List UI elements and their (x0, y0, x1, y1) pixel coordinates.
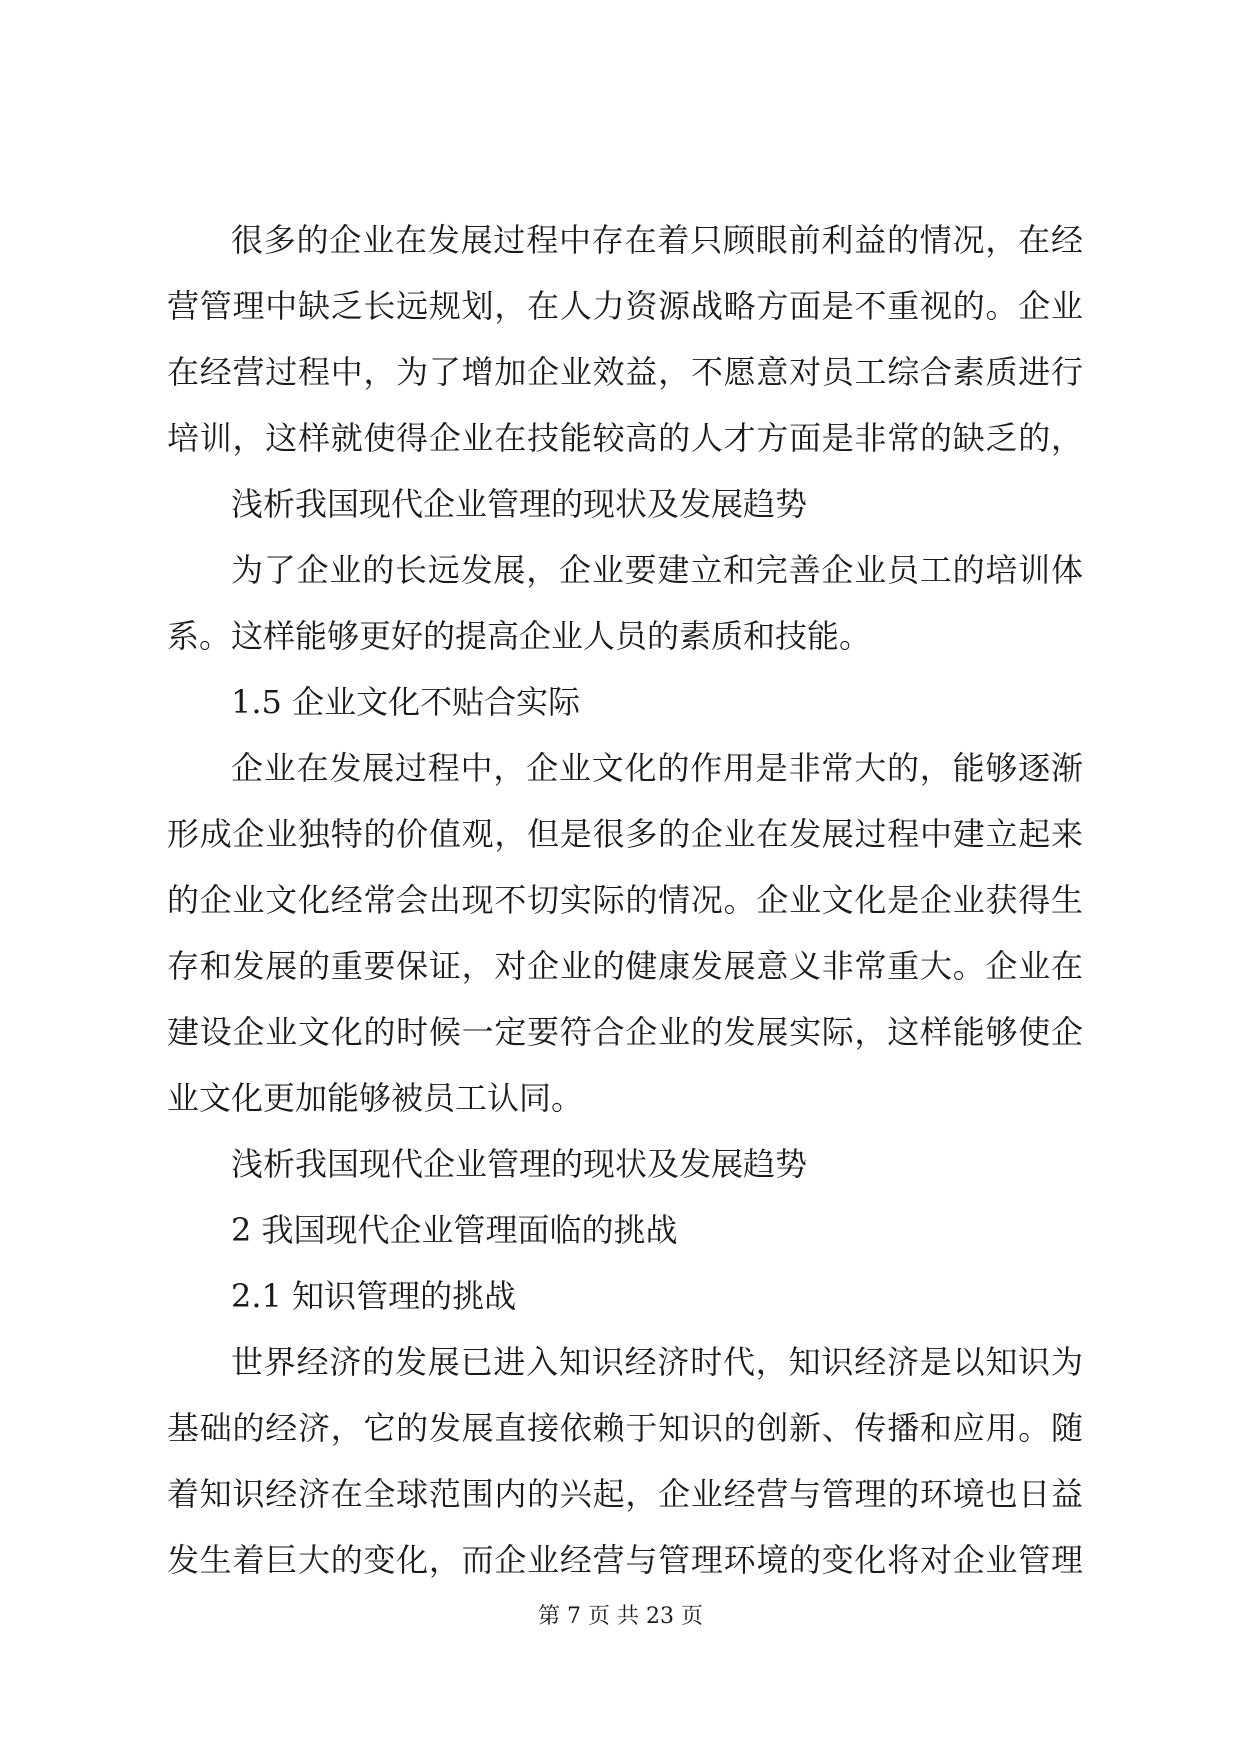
text-line: 营管理中缺乏长远规划，在人力资源战略方面是不重视的。企业 (167, 287, 1083, 325)
text-line: 业文化更加能够被员工认同。 (167, 1079, 584, 1117)
body-text (167, 210, 1083, 1596)
text-line: 在经营过程中，为了增加企业效益，不愿意对员工综合素质进行 (167, 353, 1083, 391)
text-line: 系。这样能够更好的提高企业人员的素质和技能。 (167, 617, 872, 655)
text-line: 企业在发展过程中，企业文化的作用是非常大的，能够逐渐 (231, 749, 1083, 787)
text-line: 很多的企业在发展过程中存在着只顾眼前利益的情况，在经 (231, 221, 1083, 259)
section-title: 浅析我国现代企业管理的现状及发展趋势 (231, 1145, 808, 1183)
subsection-heading: 2.1 知识管理的挑战 (231, 1277, 517, 1315)
text-line: 的企业文化经常会出现不切实际的情况。企业文化是企业获得生 (167, 881, 1083, 919)
section-title: 浅析我国现代企业管理的现状及发展趋势 (231, 485, 808, 523)
text-line: 存和发展的重要保证，对企业的健康发展意义非常重大。企业在 (167, 947, 1083, 985)
section-heading: 2 我国现代企业管理面临的挑战 (231, 1211, 678, 1249)
text-line: 形成企业独特的价值观，但是很多的企业在发展过程中建立起来 (167, 815, 1083, 853)
text-line: 建设企业文化的时候一定要符合企业的发展实际，这样能够使企 (167, 1013, 1083, 1051)
text-line: 发生着巨大的变化，而企业经营与管理环境的变化将对企业管理 (167, 1541, 1083, 1579)
text-line: 着知识经济在全球范围内的兴起，企业经营与管理的环境也日益 (167, 1475, 1083, 1513)
text-line: 培训，这样就使得企业在技能较高的人才方面是非常的缺乏的， (167, 419, 1083, 457)
subsection-heading: 1.5 企业文化不贴合实际 (231, 683, 581, 721)
text-line: 世界经济的发展已进入知识经济时代，知识经济是以知识为 (231, 1343, 1083, 1381)
text-line: 基础的经济，它的发展直接依赖于知识的创新、传播和应用。随 (167, 1409, 1083, 1447)
page-footer: 第 7 页 共 23 页 (538, 1604, 703, 1629)
text-line: 为了企业的长远发展，企业要建立和完善企业员工的培训体 (231, 551, 1083, 589)
